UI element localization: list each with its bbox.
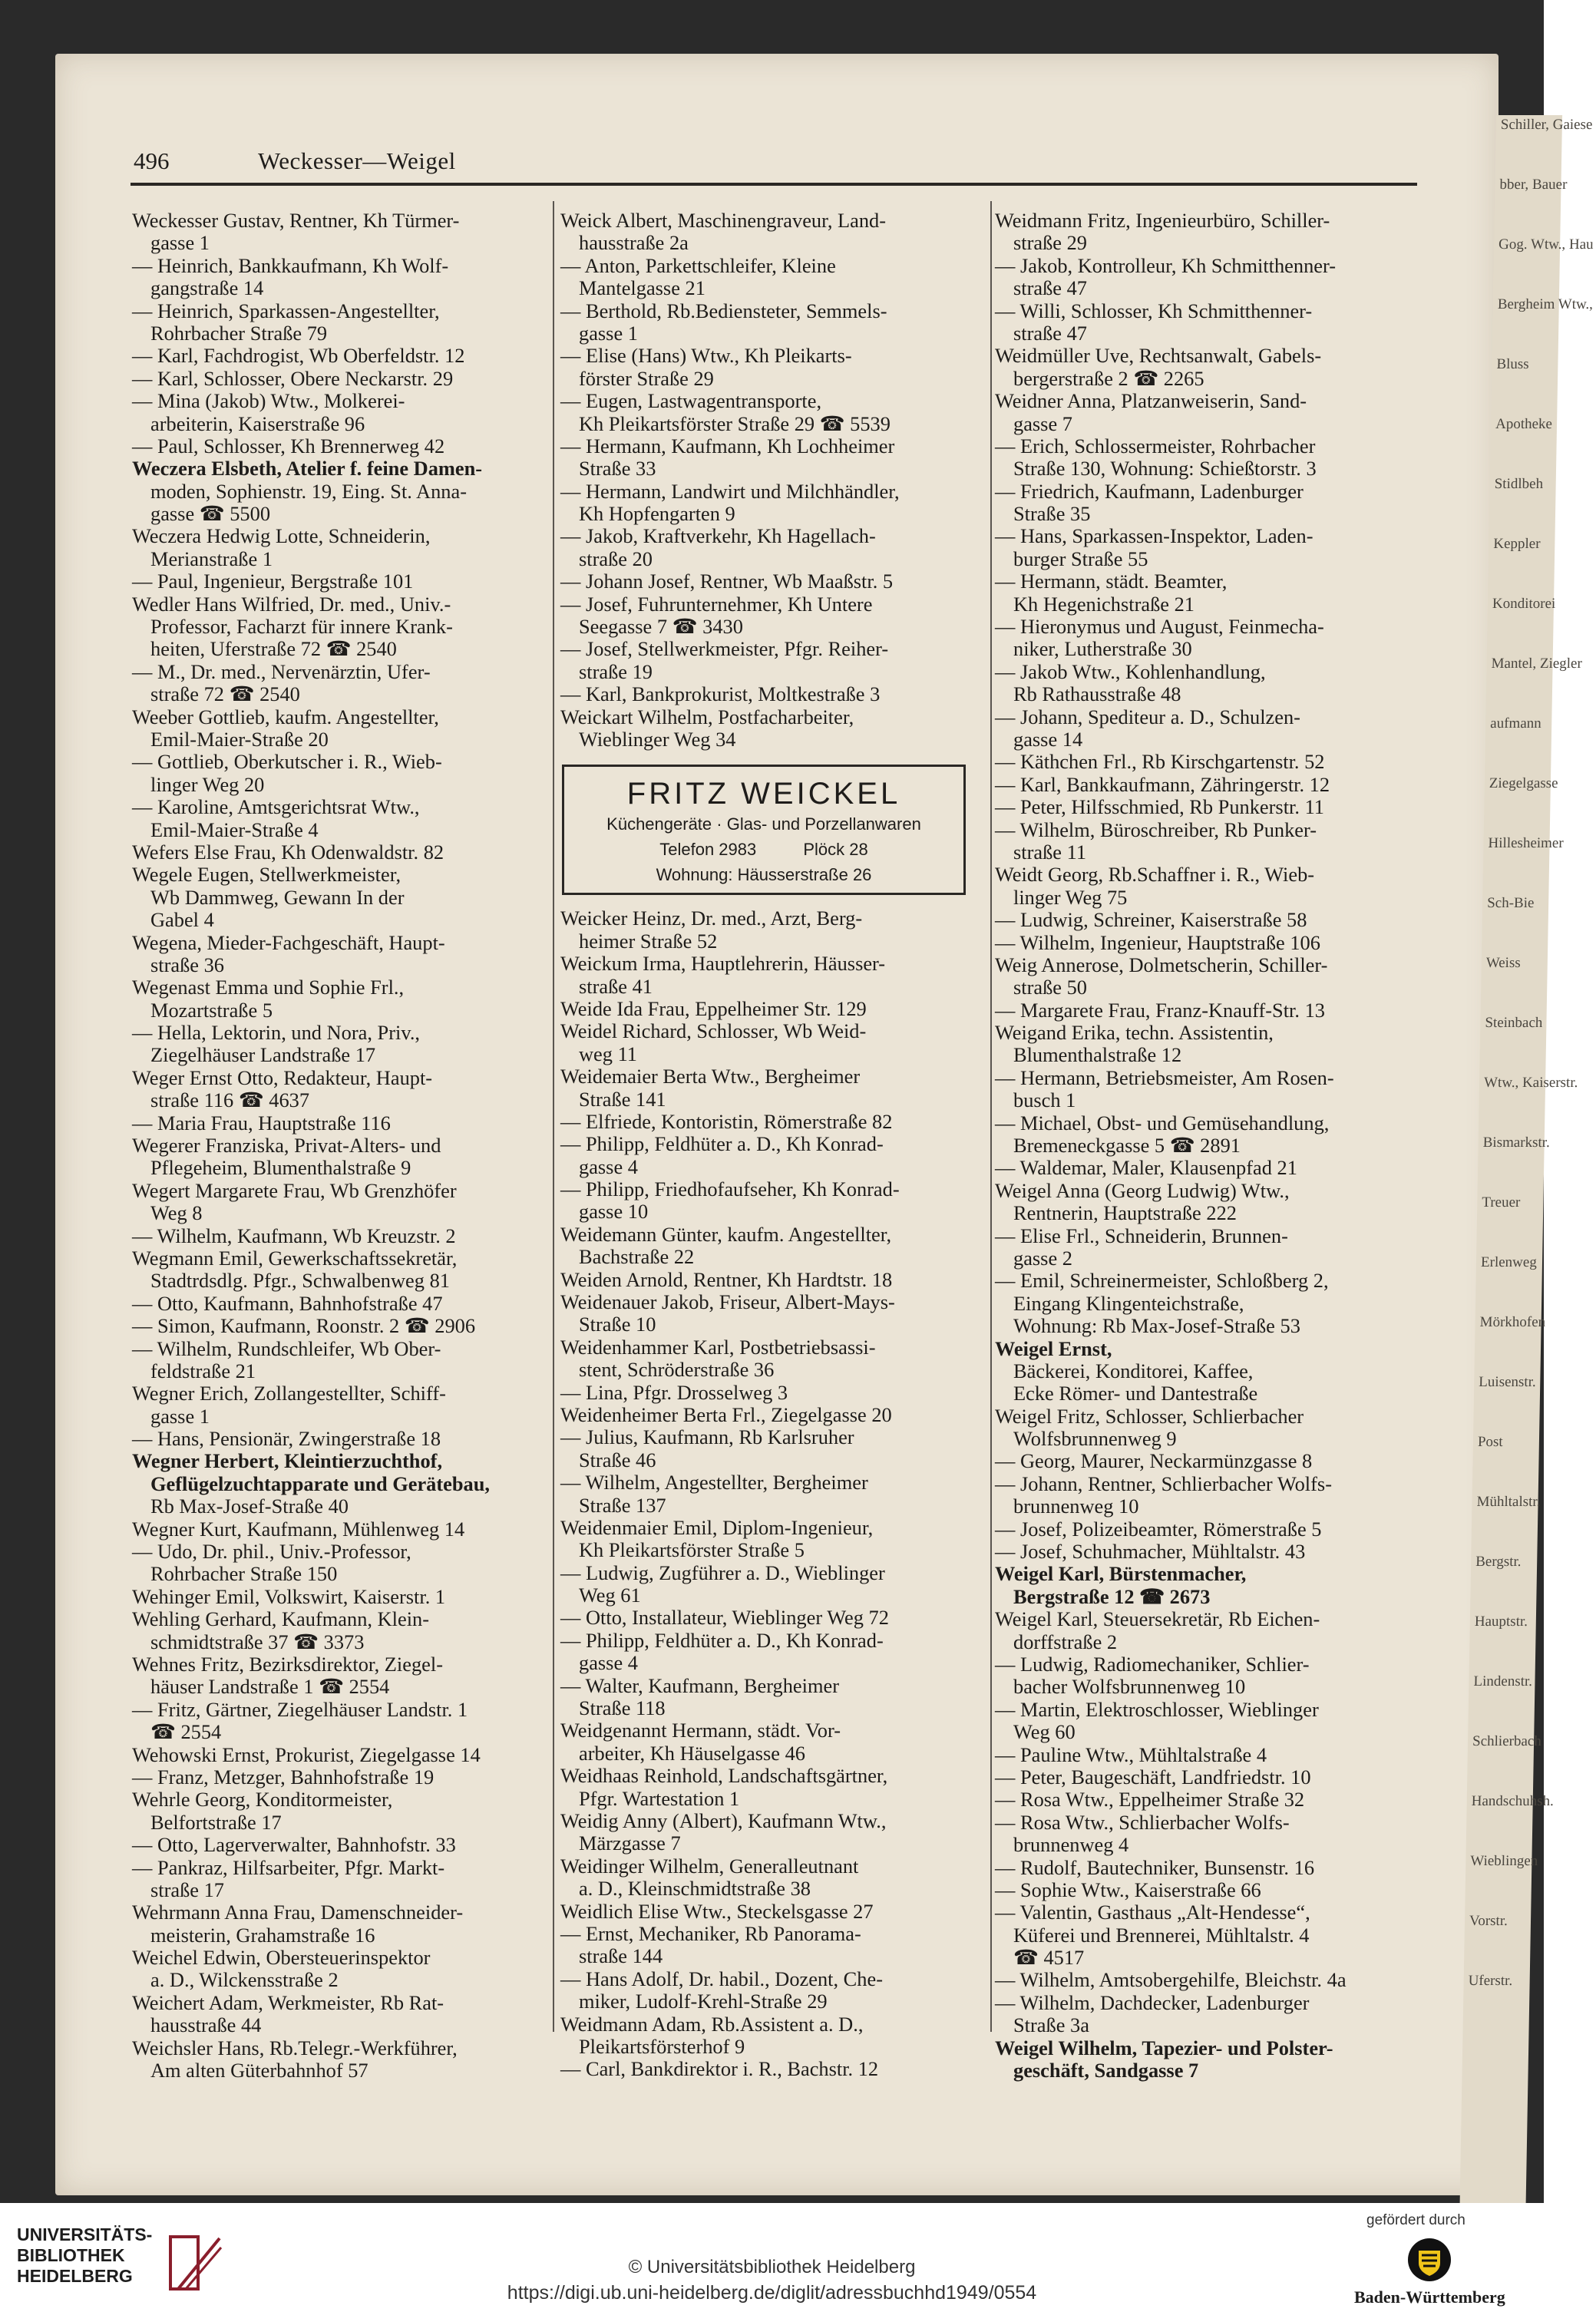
directory-entry-line: straße 41 (579, 974, 653, 998)
directory-entry-line: — Hans, Sparkassen-Inspektor, Laden- (995, 524, 1313, 548)
directory-entry-line: Wehinger Emil, Volkswirt, Kaiserstr. 1 (132, 1584, 446, 1608)
directory-entry-line: — Margarete Frau, Franz-Knauff-Str. 13 (995, 998, 1325, 1022)
directory-entry-line: gasse 2 (1013, 1246, 1072, 1270)
directory-entry-line: — Peter, Baugeschäft, Landfriedstr. 10 (995, 1765, 1311, 1788)
directory-entry-line: Küferei und Brennerei, Mühltalstr. 4 (1013, 1923, 1310, 1947)
directory-entry-line: — Elise (Hans) Wtw., Kh Pleikarts- (560, 344, 852, 368)
ad-title: FRITZ WEICKEL (626, 777, 901, 811)
directory-entry-line: hausstraße 44 (150, 2013, 262, 2037)
directory-entry-line: Straße 3a (1013, 2013, 1089, 2037)
institution-line: BIBLIOTHEK (17, 2245, 125, 2265)
institution-line: HEIDELBERG (17, 2266, 133, 2286)
directory-entry-line: Straße 130, Wohnung: Schießtorstr. 3 (1013, 457, 1317, 481)
adjacent-page-fragment: Erlenweg (1480, 1254, 1537, 1270)
directory-entry-line: — Mina (Jakob) Wtw., Molkerei- (132, 389, 405, 413)
directory-entry-line: Wegerer Franziska, Privat-Alters- und (132, 1134, 441, 1158)
coat-of-arms-icon[interactable] (1406, 2237, 1452, 2283)
directory-entry-line: Weidt Georg, Rb.Schaffner i. R., Wieb- (995, 863, 1315, 887)
directory-entry-line: — Jakob Wtw., Kohlenhandlung, (995, 659, 1266, 683)
directory-entry-line: Weidinger Wilhelm, Generalleutnant (560, 1854, 859, 1878)
permalink[interactable]: https://digi.ub.uni-heidelberg.de/diglit/adressbuchhd1949/0554 (507, 2282, 1037, 2304)
adjacent-page-fragment: Mühltalstr. (1476, 1494, 1541, 1510)
directory-entry-line: — Josef, Stellwerkmeister, Pfgr. Reiher- (560, 637, 889, 661)
directory-entry-line: — Martin, Elektroschlosser, Wieblinger (995, 1697, 1319, 1721)
adjacent-page-fragment: Konditorei (1492, 596, 1556, 612)
directory-entry-line: straße 116 ☎ 4637 (150, 1088, 310, 1112)
directory-entry-line: — Ludwig, Radiomechaniker, Schlier- (995, 1653, 1310, 1676)
directory-entry-line: Wehnes Fritz, Bezirksdirektor, Ziegel- (132, 1653, 444, 1676)
directory-entry-line: — Walter, Kaufmann, Bergheimer (560, 1673, 839, 1697)
directory-entry-line: Rohrbacher Straße 79 (150, 321, 328, 345)
directory-entry-line: gasse 1 (150, 231, 210, 255)
directory-entry-line: — Peter, Hilfsschmied, Rb Punkerstr. 11 (995, 795, 1324, 819)
directory-entry-line: — Hermann, Kaufmann, Kh Lochheimer (560, 434, 895, 457)
directory-entry-line: Weidlich Elise Wtw., Steckelsgasse 27 (560, 1899, 874, 1923)
directory-entry-line: Weidmüller Uve, Rechtsanwalt, Gabels- (995, 344, 1322, 368)
directory-entry-line: — Sophie Wtw., Kaiserstraße 66 (995, 1878, 1261, 1901)
directory-entry-line: gangstraße 14 (150, 276, 264, 300)
advertisement-box (562, 765, 966, 895)
directory-entry-line: Rohrbacher Straße 150 (150, 1562, 338, 1586)
directory-entry-line: Weczera Hedwig Lotte, Schneiderin, (132, 524, 431, 548)
directory-entry-line: Ecke Römer- und Dantestraße (1013, 1382, 1258, 1405)
directory-entry-line: — M., Dr. med., Nervenärztin, Ufer- (132, 659, 431, 683)
directory-entry-line: Kh Hegenichstraße 21 (1013, 592, 1195, 616)
directory-entry-line: — Waldemar, Maler, Klausenpfad 21 (995, 1156, 1297, 1180)
directory-entry-line: Weigel Anna (Georg Ludwig) Wtw., (995, 1178, 1290, 1202)
directory-entry-line: Weidel Richard, Schlosser, Wb Weid- (560, 1019, 867, 1043)
directory-entry-line: gasse 4 (579, 1651, 638, 1675)
directory-entry-line: Weidemaier Berta Wtw., Bergheimer (560, 1065, 861, 1088)
directory-entry-line: — Josef, Schuhmacher, Mühltalstr. 43 (995, 1540, 1306, 1564)
directory-entry-line: — Johann, Spediteur a. D., Schulzen- (995, 705, 1300, 728)
directory-entry-line: — Gottlieb, Oberkutscher i. R., Wieb- (132, 750, 442, 774)
directory-entry-line: gasse 10 (579, 1200, 649, 1224)
directory-entry-line: Weigel Wilhelm, Tapezier- und Polster- (995, 2036, 1333, 2059)
directory-entry-line: Stadtrdsdlg. Pfgr., Schwalbenweg 81 (150, 1269, 450, 1293)
directory-entry-line: Mantelgasse 21 (579, 276, 705, 300)
directory-entry-line: — Eugen, Lastwagentransporte, (560, 389, 822, 413)
directory-entry-line: Kh Hopfengarten 9 (579, 502, 735, 526)
directory-entry-line: straße 50 (1013, 976, 1088, 999)
directory-entry-line: Weigel Fritz, Schlosser, Schlierbacher (995, 1404, 1304, 1428)
directory-entry-line: moden, Sophienstr. 19, Eing. St. Anna- (150, 479, 467, 503)
directory-entry-line: weg 11 (579, 1042, 637, 1065)
directory-entry-line: hausstraße 2a (579, 231, 689, 255)
column-3 (995, 210, 1425, 2082)
directory-entry-line: Weide Ida Frau, Eppelheimer Str. 129 (560, 996, 867, 1020)
directory-entry-line: Weig Annerose, Dolmetscherin, Schiller- (995, 953, 1328, 976)
directory-entry-line: Wehrle Georg, Konditormeister, (132, 1788, 393, 1812)
directory-entry-line: Weidmann Adam, Rb.Assistent a. D., (560, 2012, 864, 2036)
directory-entry-line: — Johann Josef, Rentner, Wb Maaßstr. 5 (560, 570, 894, 593)
adjacent-page-fragment: Weiss (1485, 955, 1521, 971)
directory-entry-line: ☎ 4517 (1013, 1946, 1085, 1970)
directory-entry-line: Weidig Anny (Albert), Kaufmann Wtw., (560, 1809, 887, 1832)
adjacent-page-fragment: Steinbach (1485, 1015, 1543, 1031)
directory-entry-line: a. D., Wilckensstraße 2 (150, 1968, 339, 1992)
directory-entry-line: — Karl, Bankprokurist, Moltkestraße 3 (560, 682, 881, 706)
directory-entry-line: — Hermann, Landwirt und Milchhändler, (560, 479, 900, 503)
directory-entry-line: — Georg, Maurer, Neckarmünzgasse 8 (995, 1449, 1313, 1473)
directory-entry-line: — Udo, Dr. phil., Univ.-Professor, (132, 1540, 411, 1564)
directory-entry-line: busch 1 (1013, 1088, 1076, 1112)
directory-entry-line: — Wilhelm, Amtsobergehilfe, Bleichstr. 4a (995, 1968, 1347, 1992)
adjacent-page-fragment: Sch-Bie (1486, 895, 1535, 911)
directory-entry-line: — Paul, Ingenieur, Bergstraße 101 (132, 570, 414, 593)
directory-entry-line: Bergstraße 12 ☎ 2673 (1013, 1584, 1211, 1608)
header-rule (131, 183, 1417, 186)
directory-entry-line: — Wilhelm, Dachdecker, Ladenburger (995, 1990, 1310, 2014)
adjacent-page-fragment: Handschuhsh. (1471, 1793, 1555, 1809)
directory-entry-line: — Julius, Kaufmann, Rb Karlsruher (560, 1425, 854, 1449)
ad-line: Wohnung: Häusserstraße 26 (656, 865, 872, 885)
directory-entry-line: — Elise Frl., Schneiderin, Brunnen- (995, 1224, 1288, 1247)
adjacent-page-fragment: Schlierbach (1472, 1733, 1541, 1749)
directory-entry-line: Weick Albert, Maschinengraveur, Land- (560, 209, 887, 232)
directory-entry-line: — Lina, Pfgr. Drosselweg 3 (560, 1380, 788, 1404)
copyright-notice: © Universitätsbibliothek Heidelberg (628, 2257, 916, 2277)
directory-entry-line: Weeber Gottlieb, kaufm. Angestellter, (132, 705, 439, 728)
directory-entry-line: gasse 7 (1013, 411, 1072, 435)
directory-entry-line: — Philipp, Feldhüter a. D., Kh Konrad- (560, 1132, 884, 1156)
directory-entry-line: — Rosa Wtw., Eppelheimer Straße 32 (995, 1788, 1305, 1812)
funded-by-label: gefördert durch (1366, 2212, 1465, 2228)
directory-entry-line: häuser Landstraße 1 ☎ 2554 (150, 1675, 390, 1699)
directory-entry-line: — Philipp, Friedhofaufseher, Kh Konrad- (560, 1177, 900, 1201)
adjacent-page-fragment: Bergstr. (1475, 1554, 1522, 1570)
directory-entry-line: Pflegeheim, Blumenthalstraße 9 (150, 1156, 411, 1180)
adjacent-page-fragment: Wtw., Kaiserstr. (1483, 1075, 1578, 1091)
funder-name: Baden-Württemberg (1354, 2287, 1505, 2307)
directory-entry-line: Weidemann Günter, kaufm. Angestellter, (560, 1222, 892, 1246)
directory-entry-line: — Jakob, Kraftverkehr, Kh Hagellach- (560, 524, 876, 548)
directory-entry-line: — Friedrich, Kaufmann, Ladenburger (995, 479, 1304, 503)
directory-entry-line: Belfortstraße 17 (150, 1810, 282, 1834)
directory-entry-line: Weickum Irma, Hauptlehrerin, Häusser- (560, 952, 886, 976)
adjacent-page-fragment: aufmann (1490, 715, 1541, 732)
directory-entry-line: Kh Pleikartsförster Straße 29 ☎ 5539 (579, 411, 891, 435)
directory-entry-line: brunnenweg 10 (1013, 1495, 1139, 1518)
directory-entry-line: Bachstraße 22 (579, 1245, 695, 1269)
directory-entry-line: — Josef, Fuhrunternehmer, Kh Untere (560, 592, 873, 616)
directory-entry-line: Weidmann Fritz, Ingenieurbüro, Schiller- (995, 209, 1330, 232)
directory-entry-line: — Hermann, Betriebsmeister, Am Rosen- (995, 1065, 1334, 1089)
adjacent-page-fragment: Hauptstr. (1474, 1613, 1528, 1630)
adjacent-page-fragment: Gog. Wtw., Hau (1498, 236, 1594, 253)
adjacent-page-fragment: Bergheim Wtw., (1497, 296, 1594, 312)
directory-entry-line: heimer Straße 52 (579, 929, 718, 953)
directory-entry-line: Wohnung: Rb Max-Josef-Straße 53 (1013, 1314, 1300, 1338)
directory-entry-line: Emil-Maier-Straße 20 (150, 727, 329, 751)
directory-entry-line: Weidner Anna, Platzanweiserin, Sand- (995, 389, 1307, 413)
directory-entry-line: Weczera Elsbeth, Atelier f. feine Damen- (132, 457, 483, 481)
directory-entry-line: Pleikartsförsterhof 9 (579, 2034, 745, 2058)
directory-entry-line: — Karl, Bankkaufmann, Zähringerstr. 12 (995, 772, 1330, 796)
directory-entry-line: miker, Ludolf-Krehl-Straße 29 (579, 1990, 828, 2013)
directory-entry-line: gasse 14 (1013, 727, 1083, 751)
adjacent-page-fragment: Luisenstr. (1479, 1374, 1536, 1390)
adjacent-page-fragment: Bismarkstr. (1482, 1135, 1551, 1151)
directory-entry-line: Straße 33 (579, 457, 656, 481)
directory-entry-line: — Pauline Wtw., Mühltalstraße 4 (995, 1742, 1267, 1766)
directory-entry-line: Rb Max-Josef-Straße 40 (150, 1495, 349, 1518)
column-2-entries-top (560, 210, 983, 751)
directory-entry-line: — Hella, Lektorin, und Nora, Priv., (132, 1021, 421, 1045)
adjacent-page-fragment: Ziegelgasse (1489, 775, 1558, 791)
running-head: Weckesser—Weigel (258, 147, 456, 174)
directory-entry-line: Wegner Erich, Zollangestellter, Schiff- (132, 1382, 446, 1405)
directory-entry-line: Weidhaas Reinhold, Landschaftsgärtner, (560, 1764, 888, 1788)
adjacent-page-fragment: Keppler (1493, 536, 1541, 552)
directory-entry-line: ☎ 2554 (150, 1720, 222, 1744)
directory-entry-line: arbeiterin, Kaiserstraße 96 (150, 411, 365, 435)
adjacent-page-fragment: Lindenstr. (1473, 1673, 1533, 1689)
directory-entry-line: heiten, Uferstraße 72 ☎ 2540 (150, 637, 397, 661)
directory-entry-line: — Anton, Parkettschleifer, Kleine (560, 253, 836, 277)
directory-entry-line: — Karoline, Amtsgerichtsrat Wtw., (132, 795, 420, 819)
ad-line: Telefon 2983 Plöck 28 (659, 840, 868, 860)
column-2-entries-bottom (560, 907, 983, 2080)
directory-entry-line: — Hermann, städt. Beamter, (995, 570, 1228, 593)
directory-entry-line: Straße 10 (579, 1313, 656, 1336)
directory-entry-line: — Simon, Kaufmann, Roonstr. 2 ☎ 2906 (132, 1314, 476, 1338)
adjacent-page-fragment: Mantel, Ziegler (1491, 656, 1582, 672)
directory-entry-line: geschäft, Sandgasse 7 (1013, 2059, 1199, 2082)
directory-entry-line: Wehrmann Anna Frau, Damenschneider- (132, 1901, 464, 1924)
directory-entry-line: schmidtstraße 37 ☎ 3373 (150, 1630, 365, 1653)
adjacent-page-fragment: Mörkhofen (1479, 1314, 1546, 1330)
footer (0, 2203, 1544, 2312)
directory-entry-line: straße 19 (579, 659, 653, 683)
directory-entry-line: straße 47 (1013, 321, 1088, 345)
directory-entry-line: Eingang Klingenteichstraße, (1013, 1291, 1244, 1315)
directory-entry-line: Ziegelhäuser Landstraße 17 (150, 1043, 376, 1067)
directory-entry-line: — Wilhelm, Ingenieur, Hauptstraße 106 (995, 930, 1320, 954)
directory-entry-line: Kh Pleikartsförster Straße 5 (579, 1538, 805, 1562)
directory-entry-line: — Jakob, Kontrolleur, Kh Schmitthenner- (995, 253, 1337, 277)
directory-entry-line: Weickart Wilhelm, Postfacharbeiter, (560, 705, 854, 728)
directory-entry-line: Geflügelzuchtapparate und Gerätebau, (150, 1471, 491, 1495)
directory-entry-line: Straße 141 (579, 1087, 666, 1111)
column-divider (990, 201, 992, 2032)
directory-entry-line: Straße 137 (579, 1493, 666, 1517)
directory-entry-line: Wedler Hans Wilfried, Dr. med., Univ.- (132, 592, 451, 616)
directory-entry-line: Wegert Margarete Frau, Wb Grenzhöfer (132, 1178, 457, 1202)
directory-entry-line: Weichsler Hans, Rb.Telegr.-Werkführer, (132, 2036, 458, 2059)
directory-entry-line: — Philipp, Feldhüter a. D., Kh Konrad- (560, 1628, 884, 1652)
directory-entry-line: linger Weg 20 (150, 772, 265, 796)
directory-entry-line: straße 144 (579, 1944, 663, 1968)
adjacent-page-fragment: Stidlbeh (1494, 476, 1544, 492)
directory-entry-line: Weg 60 (1013, 1720, 1076, 1744)
directory-entry-line: — Emil, Schreinermeister, Schloßberg 2, (995, 1269, 1329, 1293)
column-divider (553, 201, 554, 2032)
directory-entry-line: Wegele Eugen, Stellwerkmeister, (132, 863, 401, 887)
directory-entry-line: Emil-Maier-Straße 4 (150, 817, 319, 841)
directory-entry-line: gasse 1 (579, 321, 638, 345)
directory-entry-line: Weidenauer Jakob, Friseur, Albert-Mays- (560, 1290, 895, 1314)
directory-entry-line: Rb Rathausstraße 48 (1013, 682, 1181, 706)
directory-entry-line: Weigel Ernst, (995, 1336, 1112, 1360)
directory-entry-line: dorffstraße 2 (1013, 1630, 1118, 1653)
directory-entry-line: förster Straße 29 (579, 366, 714, 390)
directory-entry-line: — Michael, Obst- und Gemüsehandlung, (995, 1111, 1330, 1135)
directory-entry-line: — Pankraz, Hilfsarbeiter, Pfgr. Markt- (132, 1855, 445, 1879)
directory-entry-line: straße 20 (579, 547, 653, 570)
directory-entry-line: — Rudolf, Bautechniker, Bunsenstr. 16 (995, 1855, 1315, 1879)
adjacent-page-fragment: Bluss (1496, 356, 1529, 372)
directory-entry-line: Weicker Heinz, Dr. med., Arzt, Berg- (560, 907, 863, 930)
directory-entry-line: bergerstraße 2 ☎ 2265 (1013, 366, 1204, 390)
column-1 (132, 210, 547, 2082)
directory-entry-line: — Franz, Metzger, Bahnhofstraße 19 (132, 1765, 435, 1788)
directory-entry-line: straße 72 ☎ 2540 (150, 682, 300, 706)
directory-entry-line: Wegmann Emil, Gewerkschaftssekretär, (132, 1246, 458, 1270)
directory-entry-line: Wegenast Emma und Sophie Frl., (132, 976, 405, 999)
directory-entry-line: Mozartstraße 5 (150, 998, 273, 1022)
directory-entry-line: — Hieronymus und August, Feinmecha- (995, 615, 1324, 639)
adjacent-page-fragment: Wieblingen (1470, 1853, 1538, 1869)
directory-entry-line: Pfgr. Wartestation 1 (579, 1786, 740, 1810)
directory-entry-line: Wehling Gerhard, Kaufmann, Klein- (132, 1607, 430, 1631)
directory-entry-line: linger Weg 75 (1013, 885, 1128, 909)
directory-entry-line: — Ernst, Mechaniker, Rb Panorama- (560, 1921, 861, 1945)
directory-entry-line: Bäckerei, Konditorei, Kaffee, (1013, 1359, 1254, 1382)
directory-entry-line: — Willi, Schlosser, Kh Schmitthenner- (995, 299, 1313, 322)
adjacent-page-fragment: Vorstr. (1469, 1913, 1508, 1929)
directory-entry-line: Weg 61 (579, 1584, 641, 1607)
directory-entry-line: straße 29 (1013, 231, 1088, 255)
directory-entry-line: — Karl, Schlosser, Obere Neckarstr. 29 (132, 366, 454, 390)
directory-entry-line: — Elfriede, Kontoristin, Römerstraße 82 (560, 1109, 893, 1133)
directory-entry-line: Am alten Güterbahnhof 57 (150, 2059, 368, 2082)
directory-entry-line: Weckesser Gustav, Rentner, Kh Türmer- (132, 209, 460, 232)
directory-entry-line: — Wilhelm, Rundschleifer, Wb Ober- (132, 1336, 441, 1360)
directory-entry-line: Gabel 4 (150, 908, 214, 932)
directory-entry-line: Straße 35 (1013, 502, 1091, 526)
directory-entry-line: straße 36 (150, 953, 225, 976)
directory-entry-line: — Heinrich, Sparkassen-Angestellter, (132, 299, 440, 322)
directory-entry-line: Weichel Edwin, Obersteuerinspektor (132, 1946, 431, 1970)
directory-entry-line: arbeiter, Kh Häuselgasse 46 (579, 1741, 805, 1765)
directory-entry-line: Weidenhammer Karl, Postbetriebsassi- (560, 1335, 876, 1359)
directory-entry-line: Wb Dammweg, Gewann In der (150, 885, 405, 909)
directory-entry-line: burger Straße 55 (1013, 547, 1148, 570)
directory-entry-line: — Valentin, Gasthaus „Alt-Hendesse“, (995, 1901, 1310, 1924)
directory-entry-line: Seegasse 7 ☎ 3430 (579, 615, 743, 639)
adjacent-page-fragment: bber, Bauer (1499, 177, 1568, 193)
adjacent-page-fragment: Schiller, Gaiese (1500, 117, 1593, 133)
directory-entry-line: Wieblinger Weg 34 (579, 727, 736, 751)
directory-entry-line: — Otto, Kaufmann, Bahnhofstraße 47 (132, 1291, 443, 1315)
directory-entry-line: Merianstraße 1 (150, 547, 273, 570)
directory-entry-line: — Käthchen Frl., Rb Kirschgartenstr. 52 (995, 750, 1325, 774)
directory-entry-line: — Wilhelm, Kaufmann, Wb Kreuzstr. 2 (132, 1224, 456, 1247)
page-number: 496 (134, 147, 170, 174)
directory-entry-line: Wegena, Mieder-Fachgeschäft, Haupt- (132, 930, 445, 954)
directory-entry-line: — Hans Adolf, Dr. habil., Dozent, Che- (560, 1967, 883, 1990)
directory-entry-line: Professor, Facharzt für innere Krank- (150, 615, 453, 639)
directory-entry-line: Wolfsbrunnenweg 9 (1013, 1427, 1177, 1451)
directory-entry-line: gasse 4 (579, 1154, 638, 1178)
directory-entry-line: — Maria Frau, Hauptstraße 116 (132, 1111, 391, 1135)
adjacent-page-fragment: Post (1477, 1434, 1503, 1450)
directory-entry-line: — Otto, Installateur, Wieblinger Weg 72 (560, 1606, 889, 1630)
adjacent-page-fragment: Uferstr. (1468, 1973, 1513, 1989)
directory-entry-line: Wehowski Ernst, Prokurist, Ziegelgasse 14 (132, 1742, 481, 1766)
directory-entry-line: Weigand Erika, techn. Assistentin, (995, 1021, 1274, 1045)
directory-entry-line: bacher Wolfsbrunnenweg 10 (1013, 1675, 1246, 1699)
directory-entry-line: — Carl, Bankdirektor i. R., Bachstr. 12 (560, 2057, 879, 2081)
directory-entry-line: brunnenweg 4 (1013, 1833, 1129, 1857)
institution-line: UNIVERSITÄTS- (17, 2224, 153, 2244)
directory-entry-line: Wegner Kurt, Kaufmann, Mühlenweg 14 (132, 1517, 465, 1541)
directory-entry-line: Märzgasse 7 (579, 1831, 681, 1855)
directory-entry-line: stent, Schröderstraße 36 (579, 1358, 775, 1382)
directory-entry-line: a. D., Kleinschmidtstraße 38 (579, 1877, 811, 1901)
directory-entry-line: Straße 46 (579, 1448, 656, 1471)
adjacent-page-fragment: Apotheke (1495, 416, 1553, 432)
adjacent-page-fragment: Treuer (1482, 1194, 1521, 1210)
directory-entry-line: Blumenthalstraße 12 (1013, 1043, 1182, 1067)
directory-entry-line: — Erich, Schlossermeister, Rohrbacher (995, 434, 1316, 457)
directory-entry-line: — Berthold, Rb.Bediensteter, Semmels- (560, 299, 887, 322)
directory-entry-line: Weidenmaier Emil, Diplom-Ingenieur, (560, 1515, 874, 1539)
directory-entry-line: — Otto, Lagerverwalter, Bahnhofstr. 33 (132, 1833, 456, 1857)
directory-entry-line: Weidenheimer Berta Frl., Ziegelgasse 20 (560, 1402, 892, 1426)
directory-entry-line: Weigel Karl, Bürstenmacher, (995, 1562, 1247, 1586)
directory-entry-line: — Karl, Fachdrogist, Wb Oberfeldstr. 12 (132, 344, 465, 368)
directory-entry-line: Weg 8 (150, 1201, 203, 1225)
directory-entry-line: — Ludwig, Schreiner, Kaiserstraße 58 (995, 908, 1307, 932)
directory-entry-line: — Josef, Polizeibeamter, Römerstraße 5 (995, 1517, 1322, 1541)
directory-entry-line: — Fritz, Gärtner, Ziegelhäuser Landstr. 1 (132, 1697, 468, 1721)
directory-entry-line: Rentnerin, Hauptstraße 222 (1013, 1201, 1237, 1225)
directory-entry-line: meisterin, Grahamstraße 16 (150, 1923, 375, 1947)
directory-entry-line: Straße 118 (579, 1696, 666, 1720)
directory-entry-line: — Wilhelm, Büroschreiber, Rb Punker- (995, 817, 1317, 841)
directory-entry-line: Weichert Adam, Werkmeister, Rb Rat- (132, 1990, 444, 2014)
directory-entry-line: — Hans, Pensionär, Zwingerstraße 18 (132, 1427, 441, 1451)
directory-entry-line: Wefers Else Frau, Kh Odenwaldstr. 82 (132, 840, 444, 864)
directory-entry-line: Bremeneckgasse 5 ☎ 2891 (1013, 1134, 1241, 1158)
directory-entry-line: straße 11 (1013, 840, 1087, 864)
directory-entry-line: gasse 1 (150, 1404, 210, 1428)
directory-entry-line: — Wilhelm, Angestellter, Bergheimer (560, 1471, 868, 1495)
directory-entry-line: — Heinrich, Bankkaufmann, Kh Wolf- (132, 253, 449, 277)
ad-line: Küchengeräte · Glas- und Porzellanwaren (606, 814, 921, 834)
directory-entry-line: — Ludwig, Zugführer a. D., Wieblinger (560, 1561, 885, 1584)
directory-entry-line: Weger Ernst Otto, Redakteur, Haupt- (132, 1065, 433, 1089)
adjacent-page-fragment: Hillesheimer (1488, 835, 1564, 851)
directory-entry-line: feldstraße 21 (150, 1359, 256, 1382)
directory-entry-line: — Paul, Schlosser, Kh Brennerweg 42 (132, 434, 445, 457)
directory-entry-line: Wegner Herbert, Kleintierzuchthof, (132, 1449, 443, 1473)
directory-entry-line: — Rosa Wtw., Schlierbacher Wolfs- (995, 1810, 1290, 1834)
directory-entry-line: niker, Lutherstraße 30 (1013, 637, 1192, 661)
column-2 (560, 210, 983, 2081)
directory-entry-line: straße 47 (1013, 276, 1088, 300)
directory-entry-line: Weidgenannt Hermann, städt. Vor- (560, 1719, 841, 1742)
directory-entry-line: — Johann, Rentner, Schlierbacher Wolfs- (995, 1471, 1332, 1495)
directory-entry-line: gasse ☎ 5500 (150, 502, 271, 526)
directory-entry-line: Weigel Karl, Steuersekretär, Rb Eichen- (995, 1607, 1320, 1631)
directory-entry-line: straße 17 (150, 1878, 225, 1901)
directory-entry-line: Weiden Arnold, Rentner, Kh Hardtstr. 18 (560, 1267, 893, 1291)
page-header (134, 147, 1416, 178)
